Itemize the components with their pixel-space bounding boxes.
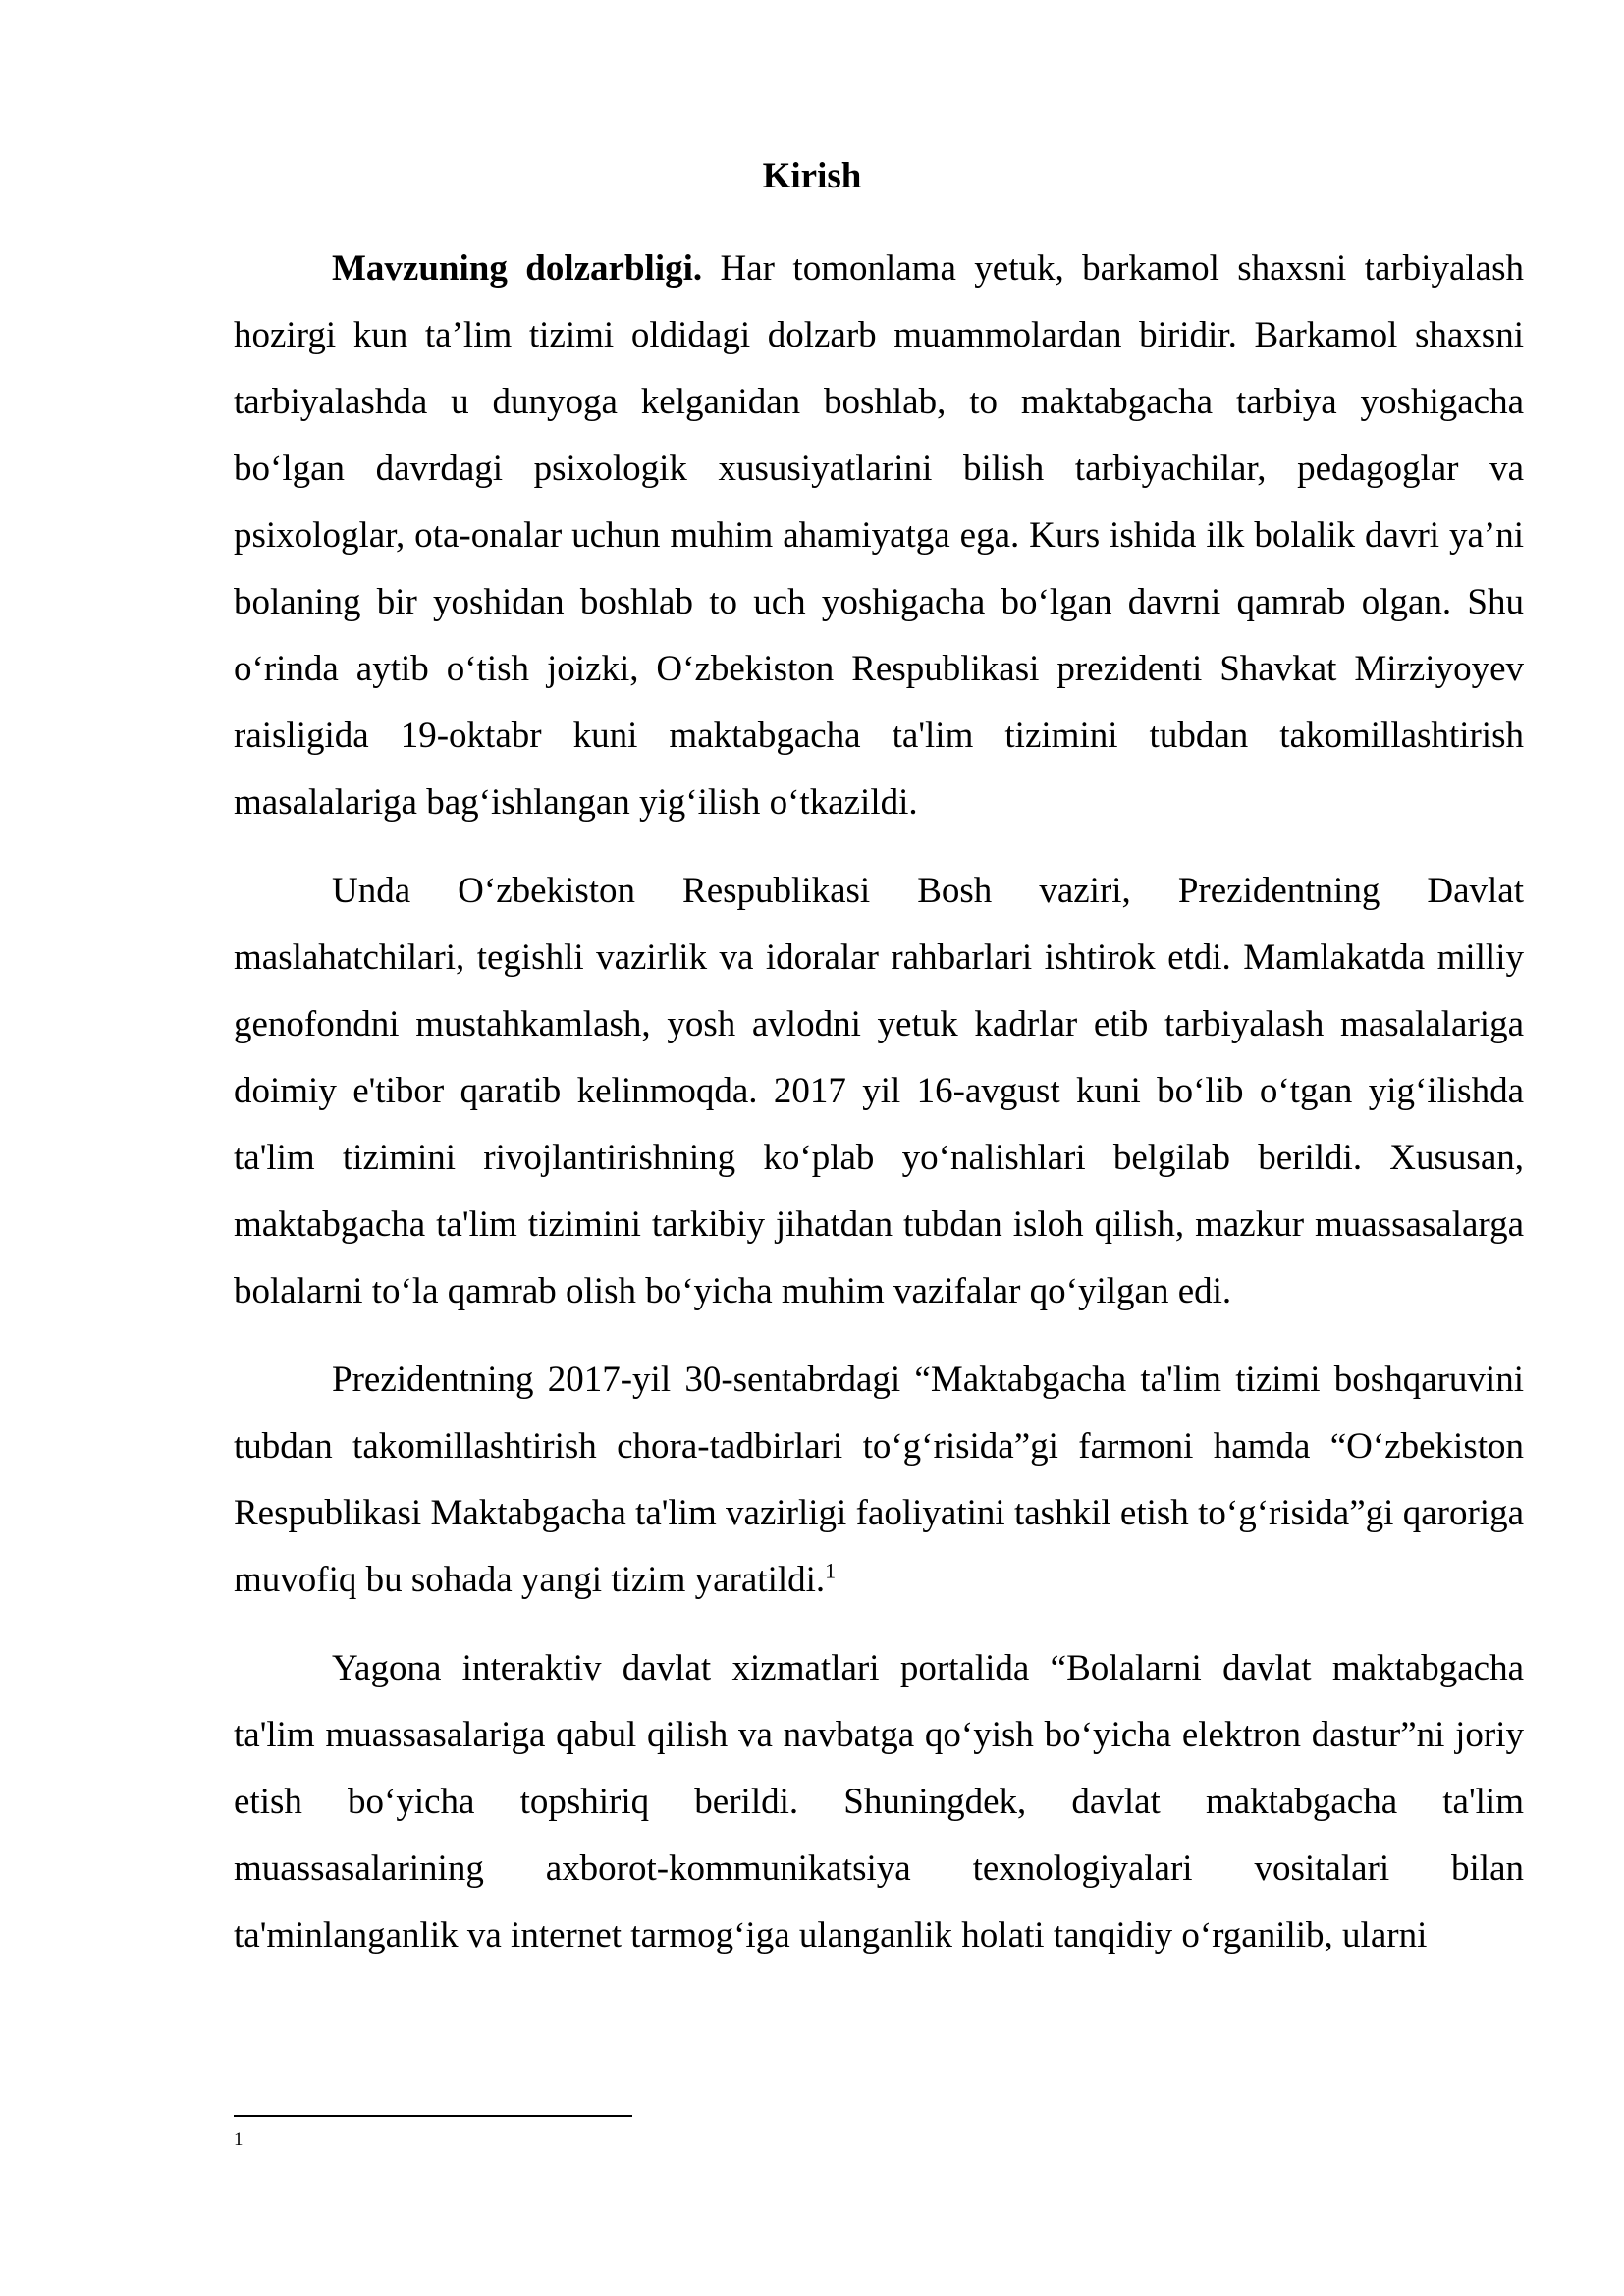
document-body — [234, 236, 1524, 1991]
paragraph-decree — [234, 1347, 1524, 1614]
paragraph-text: Prezidentning 2017-yil 30-sentabrdagi “Maktabgacha ta'lim tizimi boshqaruvini tubdan takomillashtirish chora-tadbirlari to‘g‘risida”gi farmoni hamda “O‘zbekiston Respublikasi Maktabgacha ta'lim vazirligi faoliyatini tashkil etish to‘g‘risida”gi qaroriga muvofiq bu sohada yangi tizim yaratildi. — [234, 1360, 1524, 1600]
footnote-separator — [234, 2115, 632, 2117]
paragraph-relevance — [234, 236, 1524, 836]
footnote-number: 1 — [234, 2129, 244, 2150]
paragraph-text: Unda O‘zbekiston Respublikasi Bosh vaziri, Prezidentning Davlat maslahatchilari, tegishli vazirlik va idoralar rahbarlari ishtirok etdi. Mamlakatda milliy genofondni mustahkamlash, yosh avlodni yetuk kadrlar etib tarbiyalash masalalariga doimiy e'tibor qaratib kelinmoqda. 2017 yil 16-avgust kuni bo‘lib o‘tgan yig‘ilishda ta'lim tizimini rivojlantirishning ko‘plab yo‘nalishlari belgilab berildi. Xususan, maktabgacha ta'lim tizimini tarkibiy jihatdan tubdan isloh qilish, mazkur muassasalarga bolalarni to‘la qamrab olish bo‘yicha muhim vazifalar qo‘yilgan edi. — [234, 871, 1524, 1311]
paragraph-text: Yagona interaktiv davlat xizmatlari portalida “Bolalarni davlat maktabgacha ta'lim muassasalariga qabul qilish va navbatga qo‘yish bo‘yicha elektron dastur”ni joriy etish bo‘yicha topshiriq berildi. Shuningdek, davlat maktabgacha ta'lim muassasalarining axborot-kommunikatsiya texnologiyalari vositalari bilan ta'minlanganlik va internet tarmog‘iga ulanganlik holati tanqidiy o‘rganilib, ularni — [234, 1648, 1524, 1955]
paragraph-portal — [234, 1635, 1524, 1969]
paragraph-meeting — [234, 858, 1524, 1325]
footnote-reference[interactable]: 1 — [825, 1558, 837, 1583]
footnote — [234, 2128, 244, 2152]
paragraph-text: Har tomonlama yetuk, barkamol shaxsni tarbiyalash hozirgi kun ta’lim tizimi oldidagi dolzarb muammolardan biridir. Barkamol shaxsni tarbiyalashda u dunyoga kelganidan boshlab, to maktabgacha tarbiya yoshigacha bo‘lgan davrdagi psixologik xususiyatlarini bilish tarbiyachilar, pedagoglar va psixologlar, ota-onalar uchun muhim ahamiyatga ega. Kurs ishida ilk bolalik davri ya’ni bolaning bir yoshidan boshlab to uch yoshigacha bo‘lgan davrni qamrab olgan. Shu o‘rinda aytib o‘tish joizki, O‘zbekiston Respublikasi prezidenti Shavkat Mirziyoyev raisligida 19-oktabr kuni maktabgacha ta'lim tizimini tubdan takomillashtirish masalalariga bag‘ishlangan yig‘ilish o‘tkazildi. — [234, 248, 1524, 823]
page-title: Kirish — [762, 156, 862, 196]
paragraph-lead-heading: Mavzuning dolzarbligi. — [332, 248, 703, 289]
